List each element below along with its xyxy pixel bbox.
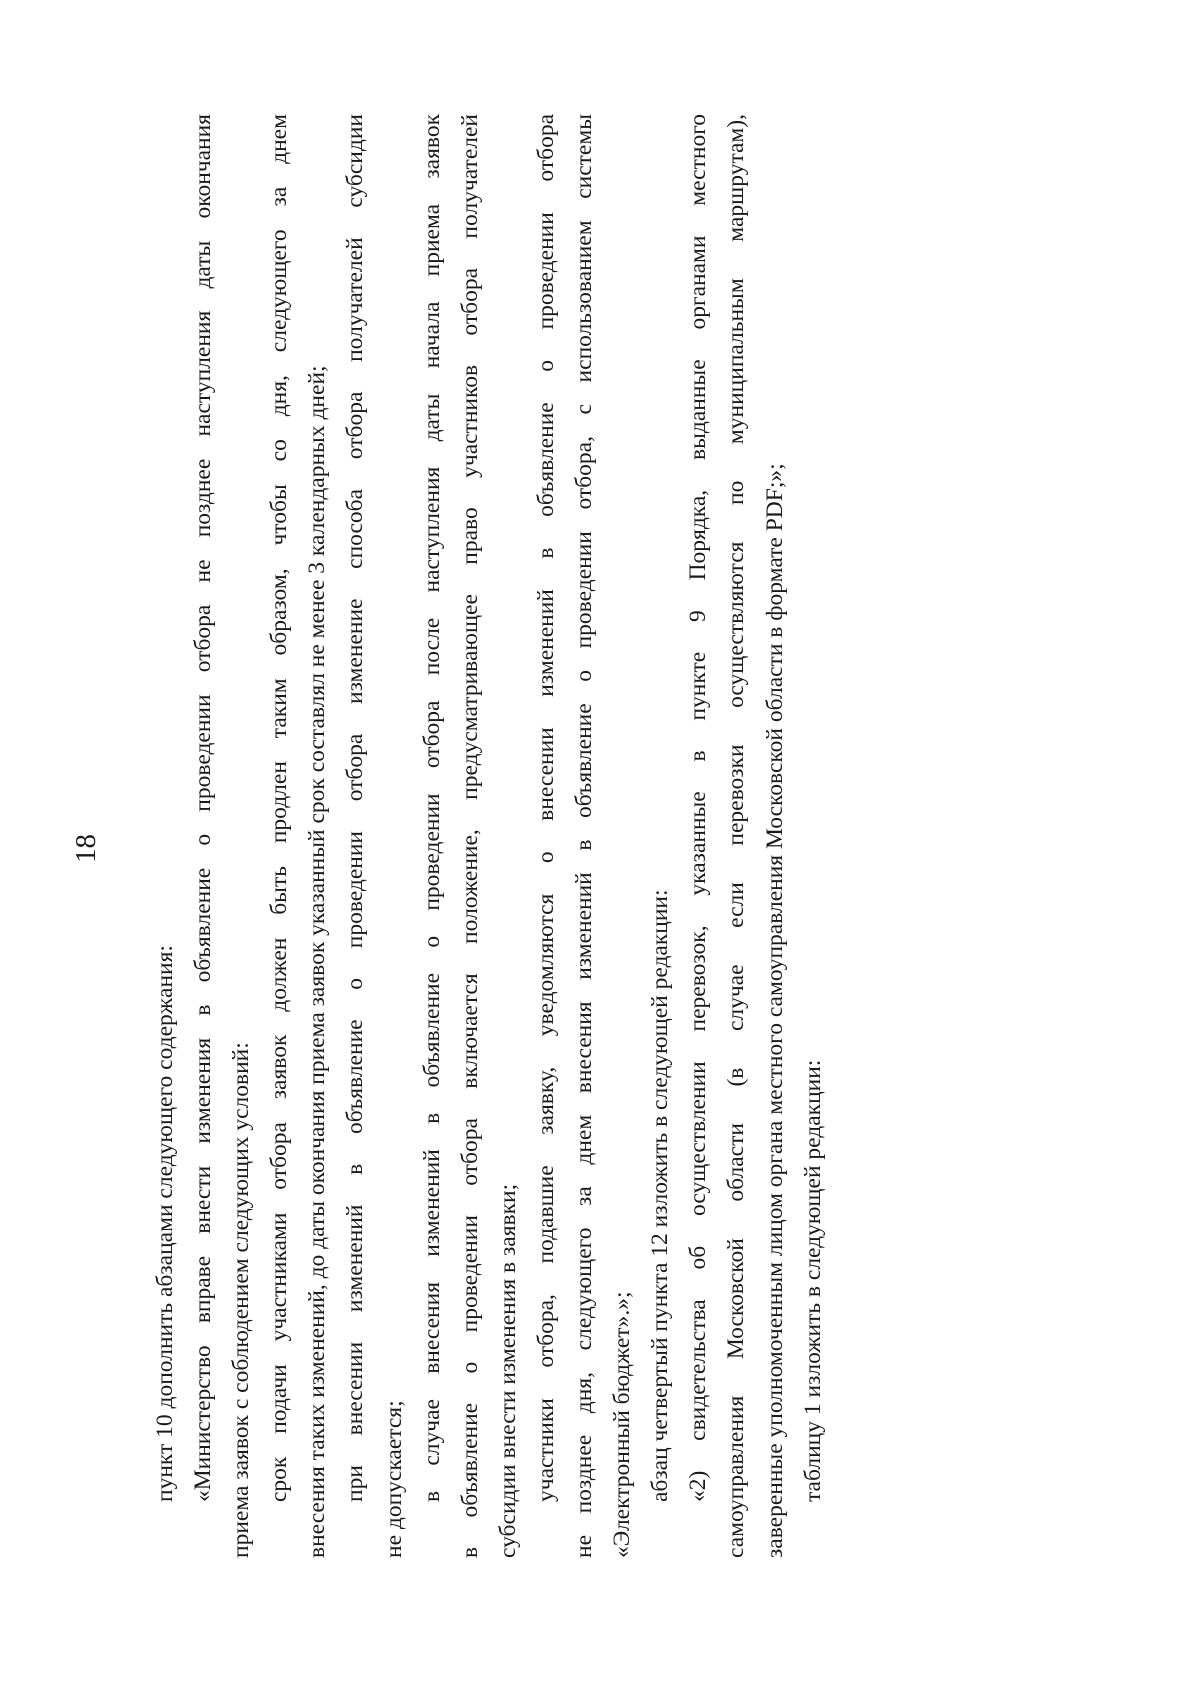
text-line: таблицу 1 изложить в следующей редакции: — [799, 1059, 826, 1502]
text-line: абзац четвертый пункта 12 изложить в следующей редакции: — [647, 889, 674, 1502]
text-line: не позднее дня, следующего за днем внесения изменений в объявление о проведении отбора, с использованием системы — [571, 114, 598, 1558]
text-line: субсидии внести изменения в заявки; — [494, 1183, 521, 1558]
text-line: заверенные уполномоченным лицом органа местного самоуправления Московской области в формате PDF;»; — [761, 463, 788, 1558]
text-line: «2) свидетельства об осуществлении перевозок, указанные в пункте 9 Порядка, выданные органами местного — [685, 114, 712, 1502]
text-line: «Министерство вправе внести изменения в объявление о проведении отбора не позднее наступления даты окончания — [190, 114, 217, 1502]
text-line: не допускается; — [380, 1400, 407, 1558]
text-line: «Электронный бюджет».»; — [609, 1291, 636, 1558]
text-line: внесения таких изменений, до даты окончания приема заявок указанный срок составлял не менее 3 календарных дней; — [304, 365, 331, 1558]
document-body — [146, 114, 832, 1558]
text-line: самоуправления Московской области (в случае если перевозки осуществляются по муниципальным маршрутам), — [723, 114, 750, 1558]
text-line: срок подачи участниками отбора заявок должен быть продлен таким образом, чтобы со дня, следующего за днем — [266, 114, 293, 1502]
text-line: участники отбора, подавшие заявку, уведомляются о внесении изменений в объявление о проведении отбора — [532, 114, 559, 1502]
text-line: при внесении изменений в объявление о проведении отбора изменение способа отбора получателей субсидии — [342, 114, 369, 1502]
page-number: 18 — [70, 834, 102, 863]
text-line: пункт 10 дополнить абзацами следующего содержания: — [152, 945, 178, 1502]
text-line: в случае внесения изменений в объявление о проведении отбора после наступления даты начала приема заявок — [418, 114, 445, 1502]
text-line: в объявление о проведении отбора включается положение, предусматривающее право участников отбора получателей — [456, 114, 483, 1558]
text-line: приема заявок с соблюдением следующих условий: — [228, 1042, 255, 1558]
